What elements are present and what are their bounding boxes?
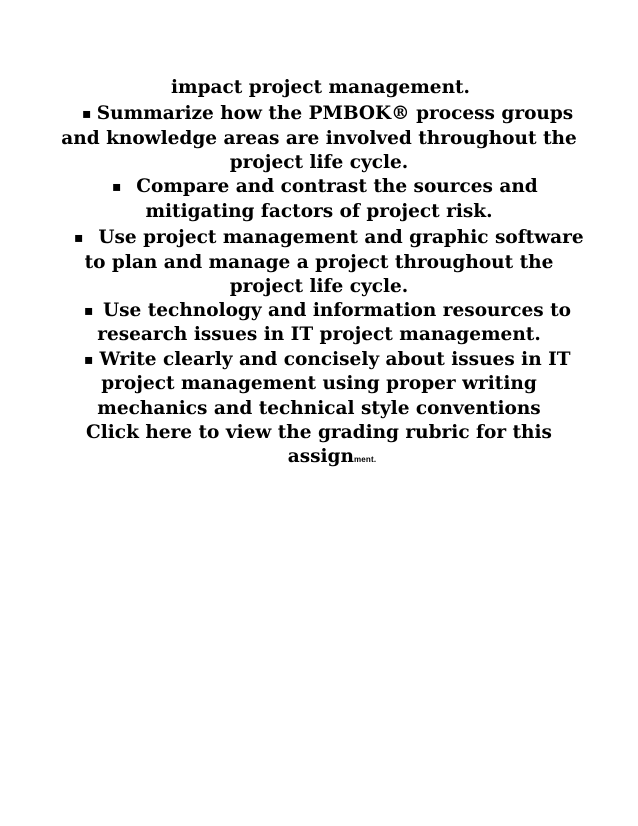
text-line-use-software: Use project management and graphic software <box>98 227 584 248</box>
bullet-icon: ▪ <box>74 230 84 246</box>
text-line-plan-manage: to plan and manage a project throughout the <box>84 252 554 273</box>
rubric-link[interactable]: Click here to view the grading rubric for this <box>86 422 552 443</box>
text-line-assignment <box>0 445 638 472</box>
text-line-mechanics: mechanics and technical style conventions <box>97 398 541 419</box>
text-line-compare: Compare and contrast the sources and <box>136 176 538 197</box>
bullet-icon: ▪ <box>84 303 94 319</box>
text-line-impact: impact project management. <box>171 77 470 98</box>
text-line-proper-writing: project management using proper writing <box>101 373 537 394</box>
text-line-mitigating: mitigating factors of project risk. <box>145 201 493 222</box>
bullet-icon: ▪ <box>82 106 92 122</box>
bullet-icon: ▪ <box>112 179 122 195</box>
text-line-research: research issues in IT project management. <box>97 324 541 345</box>
text-line-use-technology: Use technology and information resources to <box>102 300 572 321</box>
text-line-summarize: Summarize how the PMBOK® process groups <box>96 103 574 124</box>
text-assign: assign <box>287 446 354 467</box>
text-line-write-clearly: Write clearly and concisely about issues in IT <box>99 349 571 370</box>
bullet-icon: ▪ <box>84 352 94 368</box>
text-ment: ment. <box>353 455 377 464</box>
text-line-life-cycle-2: project life cycle. <box>229 276 409 297</box>
text-line-knowledge-areas: and knowledge areas are involved throughout the <box>61 128 577 149</box>
text-line-life-cycle-1: project life cycle. <box>229 152 409 173</box>
